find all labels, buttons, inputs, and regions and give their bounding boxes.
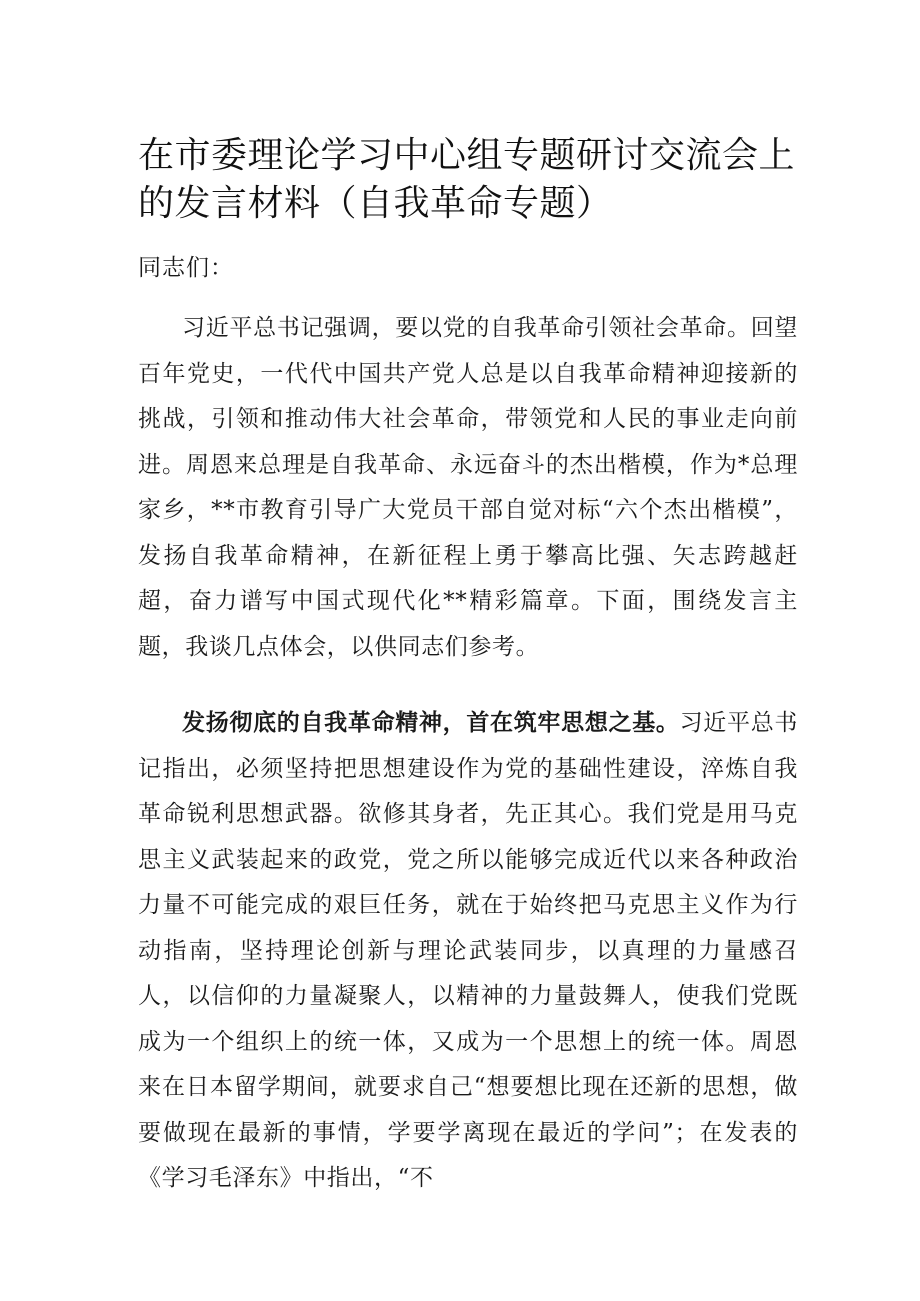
paragraph-section-1 (138, 700, 798, 1202)
section-heading-lead: 发扬彻底的自我革命精神，首在筑牢思想之基。 (182, 709, 680, 736)
salutation: 同志们： (138, 255, 234, 281)
document-title: 在市委理论学习中心组专题研讨交流会上的发言材料（自我革命专题） (138, 135, 796, 224)
section-body-text: 习近平总书记指出，必须坚持把思想建设作为党的基础性建设，淬炼自我革命锐利思想武器。欲修其身者，先正其心。我们党是用马克思主义武装起来的政党，党之所以能够完成近代以来各种政治力量不可能完成的艰巨任务，就在于始终把马克思主义作为行动指南，坚持理论创新与理论武装同步，以真理的力量感召人，以信仰的力量凝聚人，以精神的力量鼓舞人，使我们党既成为一个组织上的统一体，又成为一个思想上的统一体。周恩来在日本留学期间，就要求自己“想要想比现在还新的思想，做要做现在最新的事情，学要学离现在最近的学问”；在发表的《学习毛泽东》中指出，“不 (138, 710, 798, 1191)
paragraph-intro: 习近平总书记强调，要以党的自我革命引领社会革命。回望百年党史，一代代中国共产党人总是以自我革命精神迎接新的挑战，引领和推动伟大社会革命，带领党和人民的事业走向前进。周恩来总理是自我革命、永远奋斗的杰出楷模，作为*总理家乡，**市教育引导广大党员干部自觉对标“六个杰出楷模”，发扬自我革命精神，在新征程上勇于攀高比强、矢志跨越赶超，奋力谱写中国式现代化**精彩篇章。下面，围绕发言主题，我谈几点体会，以供同志们参考。 (138, 315, 798, 660)
